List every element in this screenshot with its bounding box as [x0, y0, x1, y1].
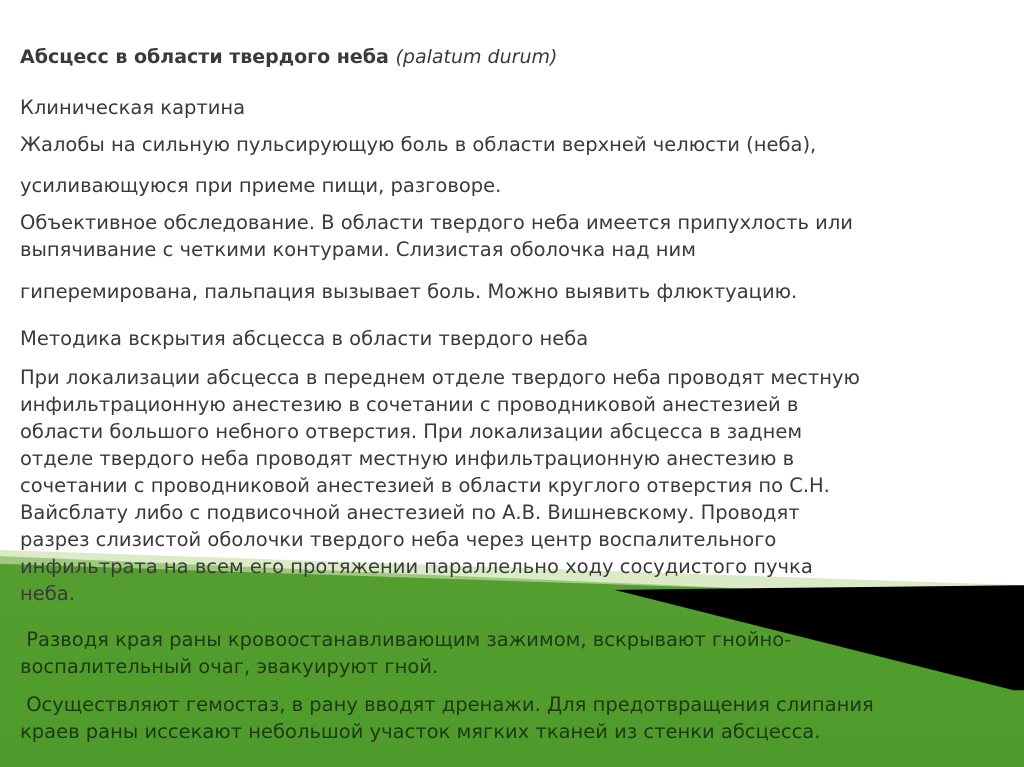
method-line-4: отделе твердого неба проводят местную инфильтрационную анестезию в — [20, 447, 795, 470]
method-line-6: Вайсблату либо с подвисочной анестезией по А.В. Вишневскому. Проводят — [20, 501, 800, 524]
complaints-line-1: Жалобы на сильную пульсирующую боль в области верхней челюсти (неба), — [20, 133, 817, 156]
method-line-2: инфильтрационную анестезию в сочетании с проводниковой анестезией в — [20, 393, 799, 416]
clinical-heading: Клиническая картина — [20, 96, 246, 119]
hemo-line-1: Осуществляют гемостаз, в рану вводят дренажи. Для предотвращения слипания — [20, 693, 874, 716]
drain-line-2: воспалительный очаг, эвакуируют гной. — [20, 655, 439, 678]
method-line-1: При локализации абсцесса в переднем отделе твердого неба проводят местную — [20, 366, 860, 389]
method-line-5: сочетании с проводниковой анестезией в области круглого отверстия по С.Н. — [20, 474, 830, 497]
method-heading: Методика вскрытия абсцесса в области твердого неба — [20, 327, 589, 350]
method-line-8: инфильтрата на всем его протяжении параллельно ходу сосудистого пучка — [20, 555, 813, 578]
exam-line-2: выпячивание с четкими контурами. Слизистая оболочка над ним — [20, 238, 696, 261]
hemo-line-2: краев раны иссекают небольшой участок мягких тканей из стенки абсцесса. — [20, 720, 821, 743]
complaints-line-2: усиливающуюся при приеме пищи, разговоре. — [20, 174, 502, 197]
method-line-7: разрез слизистой оболочки твердого неба через центр воспалительного — [20, 528, 777, 551]
slide-title — [20, 46, 557, 68]
method-line-9: неба. — [20, 582, 75, 605]
slide-title-latin: (palatum durum) — [395, 46, 558, 68]
method-line-3: области большого небного отверстия. При локализации абсцесса в заднем — [20, 420, 803, 443]
slide-title-text: Абсцесс в области твердого неба — [20, 46, 389, 68]
drain-line-1: Разводя края раны кровоостанавливающим зажимом, вскрывают гнойно- — [20, 628, 792, 651]
exam-line-1: Объективное обследование. В области твердого неба имеется припухлость или — [20, 211, 853, 234]
exam-line-3: гиперемирована, пальпация вызывает боль. Можно выявить флюктуацию. — [20, 280, 798, 303]
